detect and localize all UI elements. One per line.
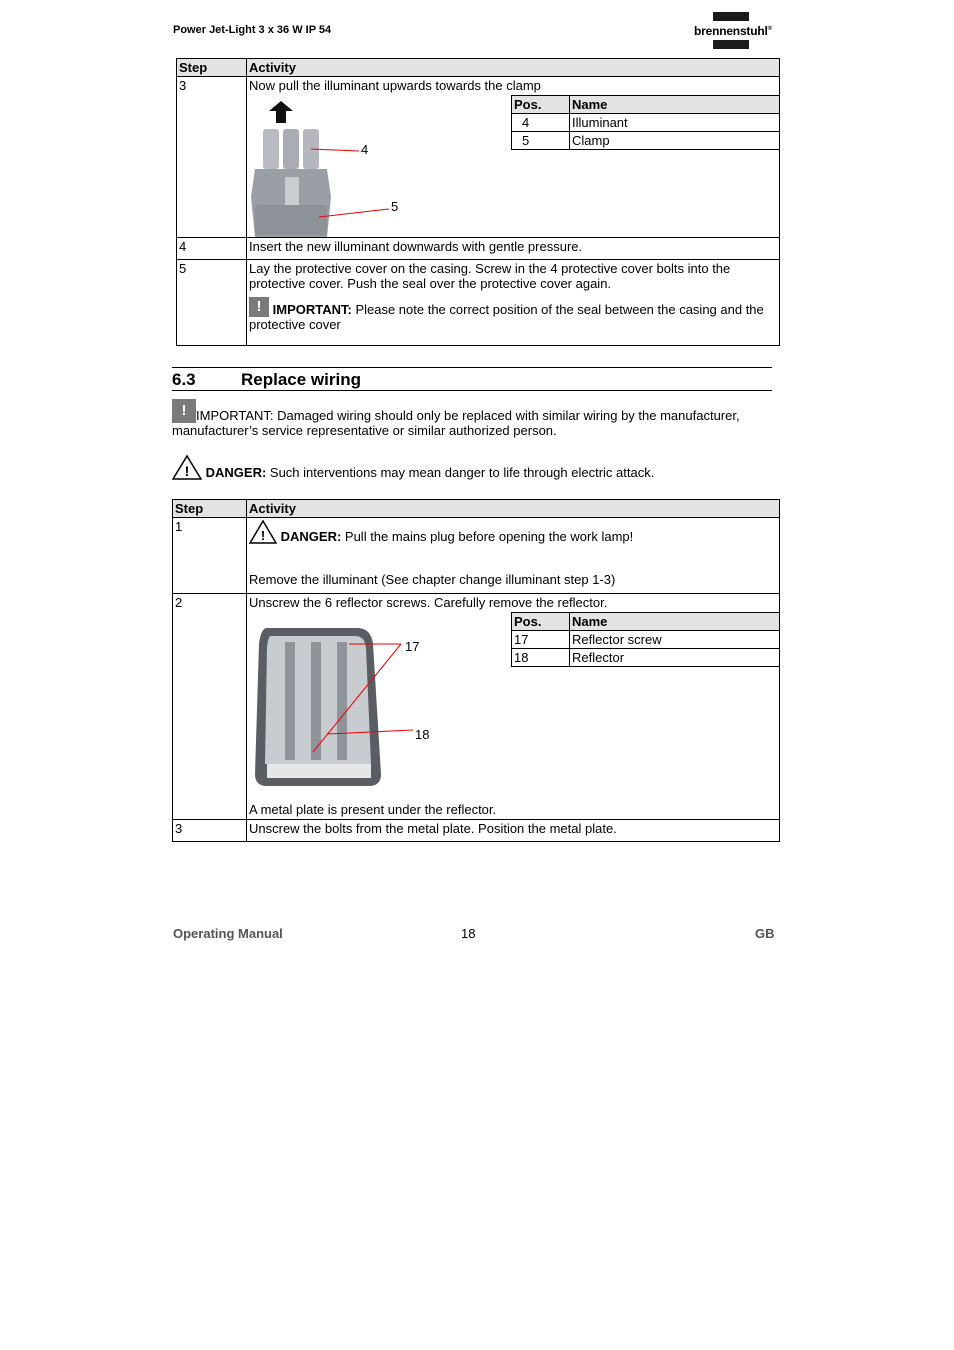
table-row: 5 Clamp [512, 132, 780, 150]
section-heading [172, 367, 772, 391]
svg-text:!: ! [260, 528, 266, 543]
section-title: Replace wiring [241, 370, 361, 389]
steps-table-illuminant [176, 58, 780, 346]
svg-text:!: ! [184, 463, 190, 479]
step-number: 2 [173, 594, 247, 820]
arrow-up-icon [269, 101, 293, 123]
callout-17: 17 [405, 639, 420, 654]
warning-triangle-icon [172, 454, 202, 480]
step-note: A metal plate is present under the reflector. [249, 802, 497, 817]
step-text: Remove the illuminant (See chapter change illuminant step 1-3) [249, 572, 616, 587]
steps-table-wiring [172, 499, 780, 842]
step-text: Lay the protective cover on the casing. Screw in the 4 protective cover bolts into the protective cover. Push the seal over the protective cover again. [249, 261, 731, 291]
table-row: 17 Reflector screw [512, 631, 780, 649]
section-number: 6.3 [172, 370, 196, 389]
table-row: 4 Illuminant [512, 114, 780, 132]
footer-language: GB [755, 926, 775, 941]
step-number: 4 [177, 238, 247, 260]
col-name-header: Name [570, 96, 780, 114]
danger-notice: ! DANGER: Such interventions may mean danger to life through electric attack. [172, 454, 772, 480]
exclamation-box-icon: ! [172, 399, 196, 423]
step-text: Unscrew the 6 reflector screws. Carefully remove the reflector. [249, 595, 608, 610]
col-pos-header: Pos. [512, 96, 570, 114]
step-number: 3 [177, 77, 247, 238]
document-title: Power Jet-Light 3 x 36 W IP 54 [173, 24, 332, 36]
footer-manual-label: Operating Manual [173, 926, 283, 941]
step-text: Insert the new illuminant downwards with gentle pressure. [247, 238, 780, 260]
parts-table-2 [511, 612, 780, 667]
illuminant-clamp-image [249, 97, 399, 237]
parts-table-1 [511, 95, 780, 150]
step-number: 1 [173, 518, 247, 594]
col-step-header: Step [177, 59, 247, 77]
warning-triangle-icon [249, 519, 277, 544]
danger-label: DANGER: [280, 529, 342, 544]
col-activity-header: Activity [247, 500, 780, 518]
important-label: IMPORTANT: [272, 302, 352, 317]
col-step-header: Step [173, 500, 247, 518]
page-number: 18 [461, 926, 476, 941]
callout-5: 5 [391, 199, 399, 214]
step-number: 5 [177, 260, 247, 346]
exclamation-box-icon: ! [249, 297, 269, 317]
callout-18: 18 [415, 727, 430, 742]
step-number: 3 [173, 820, 247, 842]
step-text: Now pull the illuminant upwards towards the clamp [249, 78, 541, 93]
col-name-header: Name [570, 613, 780, 631]
important-text: Please note the correct position of the seal between the casing and the protective cover [249, 302, 764, 332]
step-text: Unscrew the bolts from the metal plate. Position the metal plate. [247, 820, 780, 842]
callout-4: 4 [361, 142, 369, 157]
brand-logo: brennenstuhl® [694, 12, 778, 50]
danger-text: Pull the mains plug before opening the work lamp! [341, 529, 634, 544]
col-pos-header: Pos. [512, 613, 570, 631]
col-activity-header: Activity [247, 59, 780, 77]
table-row: 18 Reflector [512, 649, 780, 667]
important-notice: ! IMPORTANT: Damaged wiring should only be replaced with similar wiring by the manufacturer, manufacturer’s service representative or similar authorized person. [172, 399, 772, 438]
